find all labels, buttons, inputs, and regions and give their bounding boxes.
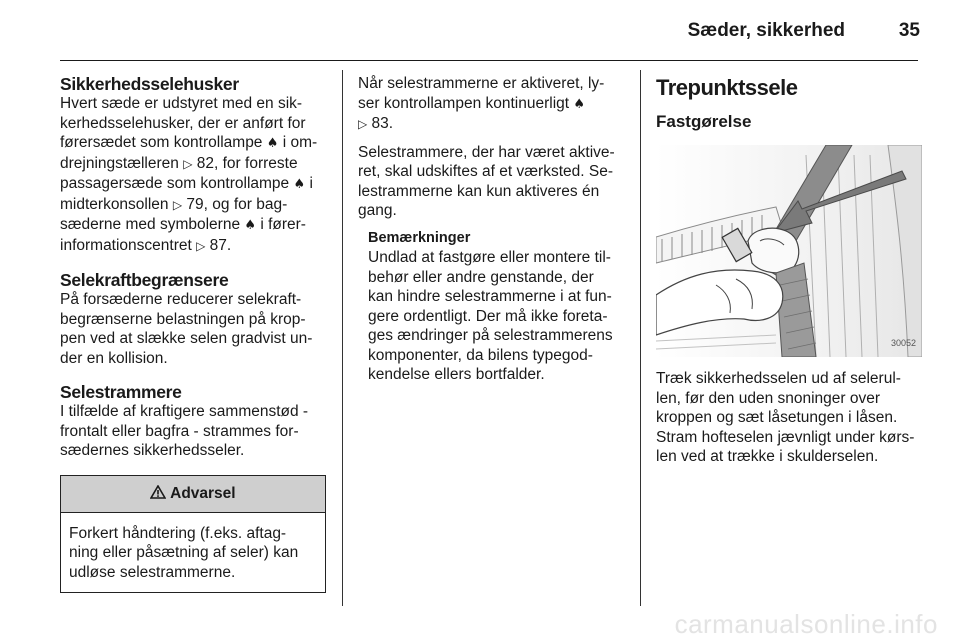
warning-triangle-icon <box>150 485 166 499</box>
subheading-fastening: Fastgørelse <box>656 111 752 131</box>
column-divider-2 <box>640 70 641 606</box>
fastening-instructions-text: Træk sikkerhedsselen ud af selerul- len, før den uden snoninger over kroppen og sæt låsetungen i låsen. Stram hofteselen jævnligt under kørs- len ved at trække i skulderselen. <box>656 370 915 465</box>
page-number: 35 <box>898 20 920 41</box>
header-divider <box>60 60 918 61</box>
column-left <box>60 74 330 593</box>
seatbelt-reminder-text: Hvert sæde er udstyret med en sik- kerhedsselehusker, der er anført for førersædet som kontrollampe ♠ i om- drejningstælleren ▷ 82, for forreste passagersæde som kontrollampe ♠ i midterkonsollen ▷ 79, og for bag- sæderne med symbolerne ♠ i fører- informationscentret ▷ 87. <box>60 95 318 254</box>
section-heading-seatbelt-reminder: Sikkerhedsselehusker <box>60 74 239 94</box>
seatbelt-illustration <box>656 145 922 357</box>
airbag-warning-icon: ♠ <box>293 177 306 192</box>
seatbelt-person-icon: ♠ <box>244 218 257 233</box>
watermark: carmanualsonline.info <box>674 609 938 639</box>
triangle-reference-icon: ▷ <box>358 117 368 131</box>
belt-force-limiters-text: På forsæderne reducerer selekraft- begrænserne belastningen på krop- pen ved at slække selen gradvist un- der en kollision. <box>60 291 313 367</box>
triangle-reference-icon: ▷ <box>196 238 206 253</box>
belt-pretensioners-text: I tilfælde af kraftigere sammenstød - frontalt eller bagfra - strammes for- sædernes sikkerhedsseler. <box>60 403 309 459</box>
figure-number: 30052 <box>890 337 916 348</box>
warning-box <box>60 475 326 594</box>
note-text: Undlad at fastgøre eller montere til- behør eller andre genstande, der kan hindre selestrammerne i at fun- gere ordentligt. Der må ikke foreta- ges ændringer på selestrammerens komponenter, da bilens typegod- kendelse ellers bortfalder. <box>368 249 613 383</box>
triangle-reference-icon: ▷ <box>172 197 183 212</box>
pretensioner-replacement-text: Selestrammere, der har været aktive- ret, skal udskiftes af et værksted. Se- lestrammerne kan kun aktiveres én gang. <box>358 143 615 219</box>
column-divider-1 <box>342 70 343 606</box>
section-heading-belt-force-limiters: Selekraftbegrænsere <box>60 270 229 290</box>
page-title: Sæder, sikkerhed <box>687 20 845 41</box>
warning-header <box>61 476 325 513</box>
section-heading-three-point-belt: Trepunktssele <box>656 75 798 100</box>
note-title: Bemærkninger <box>368 229 471 246</box>
section-heading-belt-pretensioners: Selestrammere <box>60 382 182 402</box>
warning-text: Forkert håndtering (f.eks. aftag- ning eller påsætning af seler) kan udløse selestrammerne. <box>69 524 299 581</box>
pretensioner-lamp-text: Når selestrammerne er aktiveret, ly- ser kontrollampen kontinuerligt ♠ ▷ 83. <box>358 75 605 132</box>
seatbelt-person-icon: ♠ <box>266 136 279 151</box>
airbag-warning-icon: ♠ <box>573 96 586 112</box>
note-block <box>368 229 622 385</box>
warning-label: Advarsel <box>170 484 236 502</box>
triangle-reference-icon: ▷ <box>183 156 193 171</box>
column-middle <box>358 74 622 385</box>
column-right <box>656 74 922 467</box>
seatbelt-fastening-illustration <box>656 145 922 357</box>
